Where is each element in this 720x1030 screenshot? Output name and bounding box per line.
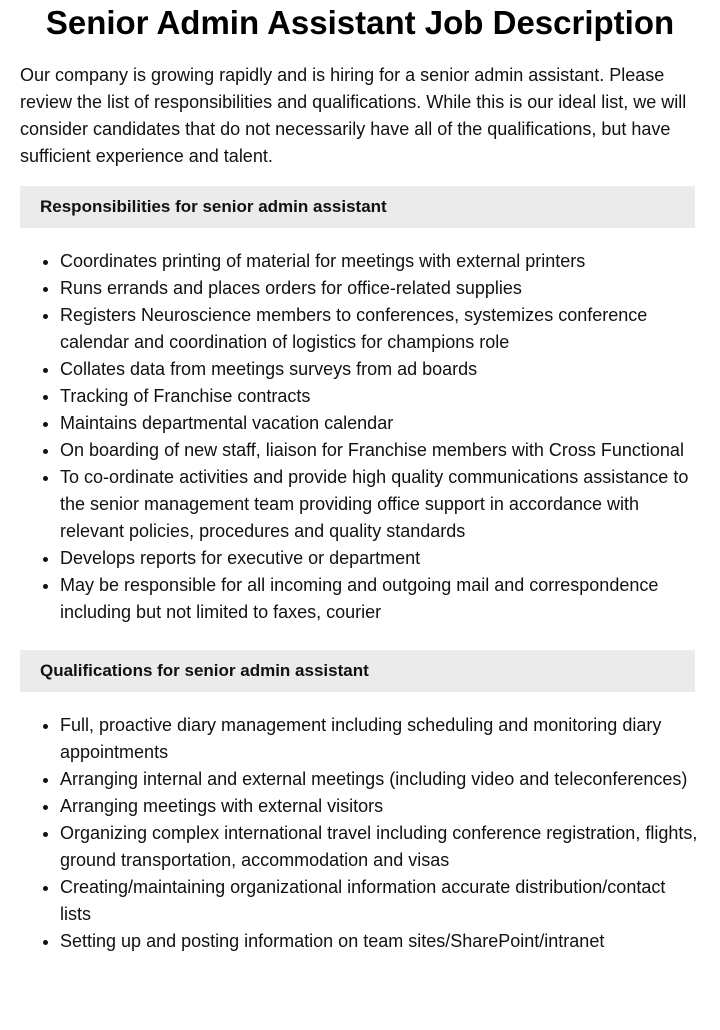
list-item: • Maintains departmental vacation calendar — [60, 410, 700, 437]
list-item: • Develops reports for executive or department — [60, 545, 700, 572]
list-item: • Coordinates printing of material for meetings with external printers — [60, 248, 700, 275]
list-item: • Arranging meetings with external visitors — [60, 793, 700, 820]
list-item: • Arranging internal and external meetings (including video and teleconferences) — [60, 766, 700, 793]
list-item: • Creating/maintaining organizational information accurate distribution/contact lists — [60, 874, 700, 928]
list-item: • Full, proactive diary management including scheduling and monitoring diary appointments — [60, 712, 700, 766]
qualifications-list — [20, 712, 700, 955]
list-item: • Organizing complex international travel including conference registration, flights, ground transportation, accommodation and visas — [60, 820, 700, 874]
list-item: • Runs errands and places orders for office-related supplies — [60, 275, 700, 302]
list-item: • Tracking of Franchise contracts — [60, 383, 700, 410]
list-item: • May be responsible for all incoming and outgoing mail and correspondence including but not limited to faxes, courier — [60, 572, 700, 626]
responsibilities-list — [20, 248, 700, 626]
list-item: • Setting up and posting information on team sites/SharePoint/intranet — [60, 928, 700, 955]
responsibilities-heading: Responsibilities for senior admin assistant — [20, 186, 695, 228]
list-item: • On boarding of new staff, liaison for Franchise members with Cross Functional — [60, 437, 700, 464]
qualifications-heading: Qualifications for senior admin assistant — [20, 650, 695, 692]
list-item: • Registers Neuroscience members to conferences, systemizes conference calendar and coordination of logistics for champions role — [60, 302, 700, 356]
page-title: Senior Admin Assistant Job Description — [45, 4, 675, 41]
list-item: • Collates data from meetings surveys from ad boards — [60, 356, 700, 383]
intro-paragraph: Our company is growing rapidly and is hiring for a senior admin assistant. Please review the list of responsibilities and qualifications. While this is our ideal list, we will consider candidates that do not necessarily have all of the qualifications, but have sufficient experience and talent. — [20, 65, 687, 166]
list-item: • To co-ordinate activities and provide high quality communications assistance to the senior management team providing office support in accordance with relevant policies, procedures and quality standards — [60, 464, 700, 545]
